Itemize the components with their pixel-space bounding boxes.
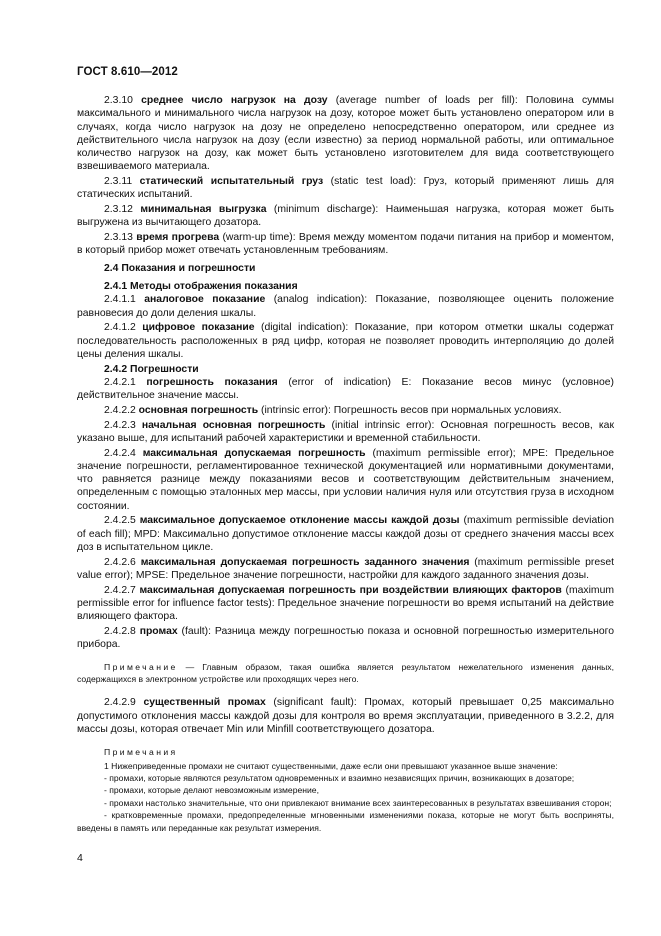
clause-term: цифровое показание	[142, 322, 255, 334]
clause-number: 2.3.12	[104, 204, 133, 216]
clause-number: 2.4.2.1	[104, 376, 136, 388]
clause-2-4-1-2	[77, 321, 614, 361]
clause-2-4-2-8	[77, 625, 614, 652]
clause-number: 2.3.10	[104, 95, 133, 106]
clause-text: (maximum permissible error for influence factor tests): Предельное значение погрешности во время испытаний на действие влияющего фактора.	[77, 584, 615, 623]
clause-term: аналоговое показание	[144, 294, 266, 306]
note-item: - промахи, которые являются результатом одновременных и взаимно независящих причин, возникающих в дозаторе;	[104, 773, 575, 784]
clause-number: 2.4.2.3	[104, 419, 136, 431]
clause-term: максимальная допускаемая погрешность заданного значения	[140, 556, 470, 568]
clause-term: время прогрева	[136, 232, 220, 244]
clause-text: (error of indication) E: Показание весов минус (условное) действительное значение массы.	[77, 376, 615, 402]
note-item: - промахи, которые делают невозможным измерение,	[104, 785, 319, 796]
clause-2-3-12	[77, 203, 614, 230]
subsection-heading-2-4-2: 2.4.2 Погрешности	[104, 363, 199, 375]
clause-2-4-1-1	[77, 293, 614, 320]
clause-text: (warm-up time): Время между моментом подачи питания на прибор и моментом, в который прибор может отвечать установленным требованиям.	[77, 232, 615, 257]
clause-text: (minimum discharge): Наименьшая нагрузка, которая может быть выгружена из вычитающего дозатора.	[77, 204, 614, 229]
clause-2-4-2-1	[77, 376, 614, 403]
note-item: - промахи настолько значительные, что они привлекают внимание всех заинтересованных в результатах взвешивания сторон;	[104, 797, 612, 808]
clause-text: (maximum permissible deviation of each fill); MPD: Максимально допустимое отклонение массы каждой дозы от среднего значения массы всех доз в испытательном цикле.	[77, 515, 614, 554]
clause-number: 2.4.2.6	[104, 556, 136, 568]
clause-term: статический испытательный груз	[139, 176, 324, 188]
note-item: 1 Нижеприведенные промахи не считают существенными, даже если они превышают указанное выше значение:	[104, 760, 558, 771]
clause-number: 2.4.2.2	[104, 404, 136, 416]
subsection-heading-2-4-1: 2.4.1 Методы отображения показания	[104, 281, 298, 293]
clause-number: 2.4.2.9	[104, 697, 136, 709]
document-body	[77, 94, 614, 834]
clause-text: (intrinsic error): Погрешность весов при нормальных условиях.	[258, 404, 562, 416]
clause-text: (fault): Разница между погрешностью показа и основной погрешностью измерительного прибора.	[77, 625, 615, 651]
notes-block	[77, 746, 614, 834]
clause-term: промах	[139, 625, 178, 637]
clause-2-4-2-2	[77, 404, 614, 417]
section-heading-2-4: 2.4 Показания и погрешности	[104, 262, 256, 274]
clause-text: (initial intrinsic error): Основная погрешность весов, как указано выше, для испытаний рабочей характеристики и временной стабильности.	[77, 419, 615, 444]
clause-2-4-2-3	[77, 419, 614, 446]
clause-2-4-2-5	[77, 514, 614, 554]
clause-text: (static test load): Груз, который применяют лишь для статических испытаний.	[77, 176, 615, 201]
clause-term: максимальная допускаемая погрешность	[142, 447, 366, 459]
clause-text: (average number of loads per fill): Половина суммы максимального и минимального числа нагрузок на дозу, которое может быть установлено оператором или в случаях, когда число нагрузок на дозу не определено непосредственно оператором, или среднее из действительного числа нагрузок на дозу (если известно) за период нормальной работы, или оптимальное количество нагрузок на дозу, как может быть установлено изготовителем для вида соответствующего взвешиваемого материала.	[77, 95, 614, 173]
note-fault	[77, 661, 614, 686]
note-item: - кратковременные промахи, предопределенные мгновенными изменениями показа, которые не могут быть восприняты, введены в память или переданные как результат измерения.	[77, 810, 614, 833]
clause-number: 2.4.1.2	[104, 322, 136, 334]
clause-2-4-2-4	[77, 447, 614, 513]
clause-2-3-10	[77, 94, 614, 174]
clause-term: основная погрешность	[138, 404, 259, 416]
standard-header-title: ГОСТ 8.610—2012	[77, 66, 178, 78]
clause-number: 2.4.2.8	[104, 625, 136, 637]
page-number: 4	[77, 852, 83, 864]
notes-label: Примечания	[104, 747, 178, 758]
clause-2-4-2-9	[77, 696, 614, 736]
note-label: Примечание	[104, 661, 178, 672]
clause-text: (analog indication): Показание, позволяющее оценить положение равновесия до доли деления шкалы.	[77, 294, 614, 319]
clause-number: 2.3.11	[104, 176, 133, 188]
clause-number: 2.4.2.5	[104, 515, 136, 527]
clause-text: (maximum permissible error); MPE: Предельное значение погрешности, регламентированное технической документацией или нормативными документами, что равняется разнице между показаниями весов и соответствующим действительным значением, определенным с помощью эталонных мер массы, при условии наличия нуля или отсутствия груза в исходном состоянии.	[77, 447, 614, 512]
clause-term: максимальная допускаемая погрешность при воздействии влияющих факторов	[139, 584, 562, 596]
clause-2-3-13	[77, 231, 614, 258]
clause-term: существенный промах	[143, 697, 266, 709]
clause-text: (maximum permissible preset value error); MPSE: Предельное значение погрешности, настройки для каждого заданного значения дозы.	[77, 556, 614, 581]
clause-text: (significant fault): Промах, который превышает 0,25 максимально допустимого отклонения массы каждой дозы для контроля во время эксплуатации, приведенного в 3.2.2, для массы дозы, которая отвечает Min или Minfill соответствующего дозатора.	[77, 697, 614, 735]
note-text: — Главным образом, такая ошибка является результатом нежелательного изменения данных, содержащихся в электронном устройстве или проходящих через него.	[77, 661, 614, 684]
clause-term: начальная основная погрешность	[141, 419, 326, 431]
clause-2-4-2-7	[77, 584, 614, 624]
clause-text: (digital indication): Показание, при котором отметки шкалы содержат последовательность расположенных в ряд цифр, которая не позволяет проводить интерполяцию до долей цены деления шкалы.	[77, 322, 615, 360]
clause-term: максимальное допускаемое отклонение массы каждой дозы	[139, 515, 460, 527]
clause-2-4-2-6	[77, 556, 614, 583]
clause-number: 2.4.2.4	[104, 447, 136, 459]
clause-number: 2.4.1.1	[104, 294, 136, 306]
clause-2-3-11	[77, 175, 614, 202]
clause-term: минимальная выгрузка	[140, 204, 267, 216]
clause-number: 2.3.13	[104, 232, 133, 244]
clause-number: 2.4.2.7	[104, 584, 136, 596]
clause-term: среднее число нагрузок на дозу	[141, 95, 328, 106]
clause-term: погрешность показания	[146, 376, 278, 388]
